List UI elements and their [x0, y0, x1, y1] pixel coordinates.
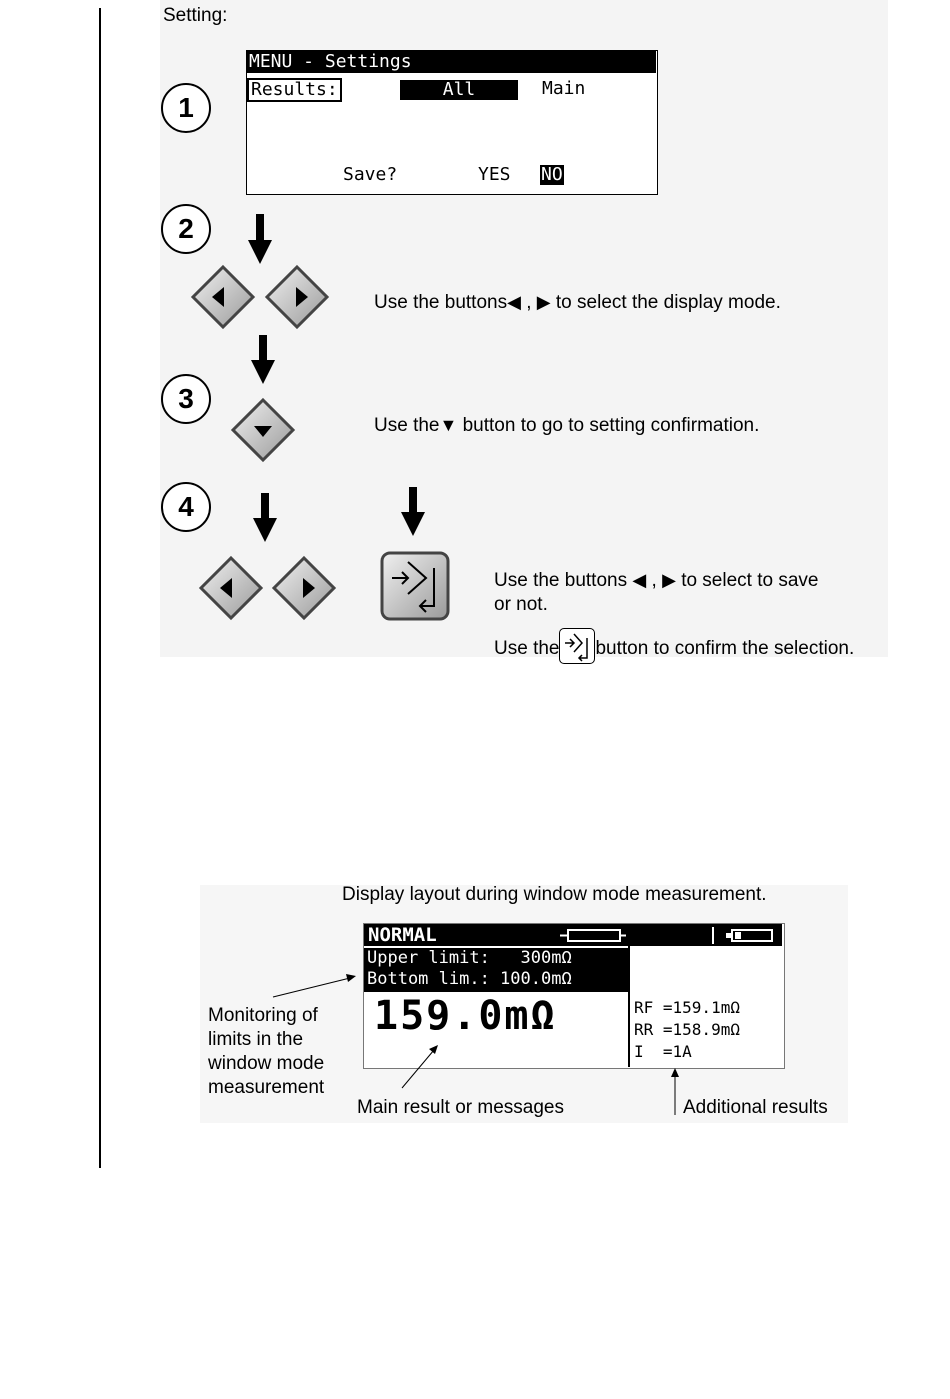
right-button-icon	[267, 267, 327, 327]
label-monitoring	[208, 1004, 324, 1100]
arrowhead-icon	[429, 1045, 438, 1054]
right-button-icon	[274, 558, 334, 618]
enter-button-icon	[382, 553, 448, 619]
step-3-text-before: Use the	[374, 415, 440, 436]
label-additional-results: Additional results	[683, 1097, 828, 1118]
step-1-badge: 1	[161, 83, 211, 133]
down-triangle-icon: ▼	[439, 415, 458, 435]
lcd-current-result: I =1A	[634, 1042, 692, 1061]
step-4-text-before: Use the buttons	[494, 570, 628, 591]
lcd-no-option: NO	[541, 164, 563, 185]
lcd-rf-result: RF =159.1mΩ	[634, 998, 740, 1017]
down-arrow-icon	[401, 487, 425, 536]
label-main-result: Main result or messages	[357, 1097, 564, 1118]
step-2-text-sep: ,	[526, 292, 532, 313]
arrowhead-icon	[671, 1068, 679, 1077]
step-4-line3-after: button to confirm the selection.	[595, 638, 855, 660]
left-triangle-icon: ◀	[632, 570, 647, 590]
down-arrow-icon	[253, 493, 277, 542]
lcd-title: MENU - Settings	[247, 51, 656, 73]
lcd-save-prompt: Save?	[343, 164, 398, 185]
step-2-text-before: Use the buttons	[374, 292, 508, 313]
step-4-line3-before: Use the	[494, 638, 560, 660]
lcd-bottom-limit: Bottom lim.: 100.0mΩ	[367, 969, 572, 989]
step-2-instruction	[374, 292, 781, 314]
step-4-badge: 4	[161, 482, 211, 532]
lcd-upper-limit: Upper limit: 300mΩ	[367, 948, 572, 968]
down-arrow-icon	[251, 335, 275, 384]
label-monitoring-line: Monitoring of	[208, 1005, 318, 1026]
step-4-instruction-line2: or not.	[494, 594, 548, 615]
section-heading: Setting:	[163, 5, 228, 26]
lcd-option-all: All	[400, 80, 518, 100]
step-4-text-after: to select to save	[681, 570, 819, 591]
step-3-instruction	[374, 415, 759, 437]
step-2-text-after: to select the display mode.	[555, 292, 781, 313]
lcd-yes-option: YES	[478, 164, 511, 185]
lcd-main-result: 159.0mΩ	[374, 993, 557, 1039]
step-4-text-sep: ,	[651, 570, 657, 591]
annotation-arrows	[0, 900, 950, 1130]
down-arrow-icon	[248, 214, 272, 264]
left-button-icon	[193, 267, 253, 327]
step-3-text-after: button to go to setting confirmation.	[462, 415, 760, 436]
right-triangle-icon: ▶	[536, 292, 551, 312]
step-3-badge: 3	[161, 374, 211, 424]
right-triangle-icon: ▶	[662, 570, 676, 590]
down-button-icon	[233, 400, 293, 460]
left-triangle-icon: ◀	[507, 292, 521, 312]
display-layout-caption: Display layout during window mode measurement.	[342, 884, 767, 905]
lcd-results-label: Results:	[247, 78, 342, 102]
label-monitoring-line: limits in the	[208, 1029, 304, 1050]
enter-key-icon	[559, 628, 595, 664]
lcd-mode-label: NORMAL	[364, 924, 628, 946]
left-button-icon	[201, 558, 261, 618]
arrowhead-icon	[346, 974, 356, 982]
step-4-instruction-line1	[494, 570, 818, 592]
lcd-rr-result: RR =158.9mΩ	[634, 1020, 740, 1039]
label-monitoring-line: window mode	[208, 1053, 325, 1074]
label-monitoring-line: measurement	[208, 1077, 325, 1098]
step-4-instruction-line3	[494, 631, 854, 667]
lcd-option-main: Main	[542, 78, 586, 99]
step-2-badge: 2	[161, 204, 211, 254]
